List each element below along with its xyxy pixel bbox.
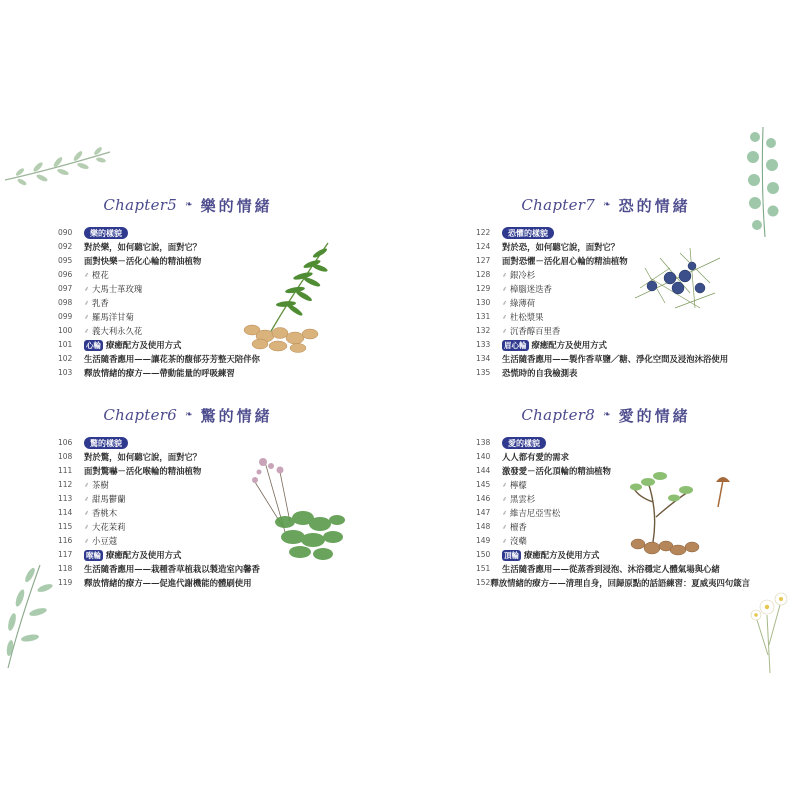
page-number: 146 xyxy=(476,494,491,503)
leaf-bullet-icon: ⸙ xyxy=(502,327,508,335)
page-number: 106 xyxy=(58,438,73,447)
toc-entry xyxy=(58,352,328,366)
page-number: 102 xyxy=(58,354,73,363)
chapter-heading xyxy=(476,190,736,220)
entry-title: 面對恐懼－活化眉心輪的精油植物 xyxy=(502,256,628,266)
page-number: 134 xyxy=(476,354,491,363)
chakra-badge: 喉輪 xyxy=(86,550,101,560)
chapter-heading xyxy=(58,190,318,220)
toc-entry xyxy=(476,338,746,352)
entry-title: 釋放情緒的療方——促進代謝機能的體刷使用 xyxy=(84,578,252,588)
leaf-separator-icon: ❧ xyxy=(603,410,611,420)
leaf-bullet-icon: ⸙ xyxy=(84,327,90,335)
entry-title: 人人都有愛的需求 xyxy=(502,452,569,462)
plant-entry-title: 橙花 xyxy=(92,270,109,280)
page-number: 108 xyxy=(58,452,73,461)
page-number: 132 xyxy=(476,326,491,335)
page-number: 138 xyxy=(476,438,491,447)
page-number: 135 xyxy=(476,368,491,377)
leaf-bullet-icon: ⸙ xyxy=(502,313,508,321)
toc-entry xyxy=(476,436,746,450)
page-number: 152 xyxy=(476,578,491,587)
chakra-badge: 眉心輪 xyxy=(504,340,527,350)
toc-entry xyxy=(58,366,328,380)
toc-entry xyxy=(476,366,746,380)
page-number: 095 xyxy=(58,256,73,265)
juniper-berries-illustration xyxy=(630,238,725,318)
chapter-number: Chapter7 xyxy=(521,196,596,214)
leaf-bullet-icon: ⸙ xyxy=(502,523,508,531)
page-number: 144 xyxy=(476,466,491,475)
eucalyptus-branch-decoration xyxy=(0,140,115,190)
plant-entry-title: 大花茉莉 xyxy=(92,522,126,532)
plant-entry-title: 維吉尼亞雪松 xyxy=(510,508,561,518)
flowering-herb-plant-illustration xyxy=(245,452,350,567)
page-number: 131 xyxy=(476,312,491,321)
page-number: 111 xyxy=(58,466,73,475)
leaf-separator-icon: ❧ xyxy=(603,200,611,210)
page-number: 147 xyxy=(476,508,491,517)
page-number: 096 xyxy=(58,270,73,279)
chapter-heading xyxy=(476,400,736,430)
page-number: 119 xyxy=(58,578,73,587)
page-number: 129 xyxy=(476,284,491,293)
plant-entry-title: 黑雲杉 xyxy=(510,494,536,504)
entry-title: 對於樂，如何聽它說，面對它？ xyxy=(84,242,202,252)
olive-branch-decoration xyxy=(0,560,60,670)
entry-title: 生活隨香應用——讓花茶的馥郁芬芳整天陪伴你 xyxy=(84,354,260,364)
chapter-number: Chapter8 xyxy=(521,406,596,424)
leaf-bullet-icon: ⸙ xyxy=(84,285,90,293)
entry-title: 療癒配方及使用方式 xyxy=(531,340,607,350)
plant-entry-title: 義大利永久花 xyxy=(92,326,143,336)
page-number: 118 xyxy=(58,564,73,573)
plant-entry-title: 沒藥 xyxy=(510,536,527,546)
page-number: 140 xyxy=(476,452,491,461)
page-number: 103 xyxy=(58,368,73,377)
page-number: 113 xyxy=(58,494,73,503)
leaf-bullet-icon: ⸙ xyxy=(502,509,508,517)
section-pill-label: 愛的樣貌 xyxy=(502,437,546,449)
entry-title: 釋放情緒的療方——帶動能量的呼吸練習 xyxy=(84,368,235,378)
entry-title: 恐慌時的自我檢測表 xyxy=(502,368,578,378)
page-number: 100 xyxy=(58,326,73,335)
leaf-bullet-icon: ⸙ xyxy=(84,481,90,489)
leaf-bullet-icon: ⸙ xyxy=(502,537,508,545)
lemon-tree-with-mushroom-illustration xyxy=(628,462,738,557)
leaf-bullet-icon: ⸙ xyxy=(84,299,90,307)
leaf-bullet-icon: ⸙ xyxy=(502,495,508,503)
section-pill-label: 恐懼的樣貌 xyxy=(502,227,554,239)
page-number: 117 xyxy=(58,550,73,559)
leaf-bullet-icon: ⸙ xyxy=(502,285,508,293)
page-number: 130 xyxy=(476,298,491,307)
leaf-bullet-icon: ⸙ xyxy=(84,495,90,503)
page-number: 145 xyxy=(476,480,491,489)
entry-title: 面對驚嚇－活化喉輪的精油植物 xyxy=(84,466,202,476)
entry-title: 生活隨香應用——製作香草鹽／糖、淨化空間及浸泡沐浴使用 xyxy=(502,354,729,364)
plant-entry-title: 大馬士革玫瑰 xyxy=(92,284,143,294)
leaf-bullet-icon: ⸙ xyxy=(502,299,508,307)
entry-title: 療癒配方及使用方式 xyxy=(106,550,182,560)
plant-entry-title: 杜松漿果 xyxy=(510,312,544,322)
leaf-bullet-icon: ⸙ xyxy=(502,481,508,489)
entry-title: 療癒配方及使用方式 xyxy=(106,340,182,350)
plant-entry-title: 檀香 xyxy=(510,522,527,532)
entry-title: 釋放情緒的療方——清理自身，回歸原點的話語練習：夏威夷四句箴言 xyxy=(490,578,750,588)
page-number: 115 xyxy=(58,522,73,531)
chapter-heading xyxy=(58,400,318,430)
page-number: 098 xyxy=(58,298,73,307)
page-number: 112 xyxy=(58,480,73,489)
plant-entry-title: 羅馬洋甘菊 xyxy=(92,312,134,322)
leaf-bullet-icon: ⸙ xyxy=(502,271,508,279)
leaf-bullet-icon: ⸙ xyxy=(84,313,90,321)
leaf-separator-icon: ❧ xyxy=(185,410,193,420)
page-number: 116 xyxy=(58,536,73,545)
chapter-number: Chapter5 xyxy=(103,196,178,214)
plant-entry-title: 甜馬鬱蘭 xyxy=(92,494,126,504)
chamomile-flower-decoration xyxy=(745,575,795,675)
page-number: 150 xyxy=(476,550,491,559)
toc-entry xyxy=(476,576,750,590)
entry-title: 療癒配方及使用方式 xyxy=(524,550,600,560)
chakra-badge: 心輪 xyxy=(86,340,101,350)
chapter-number: Chapter6 xyxy=(103,406,178,424)
plant-entry-title: 綠薄荷 xyxy=(510,298,536,308)
toc-entry xyxy=(476,562,746,576)
leaf-bullet-icon: ⸙ xyxy=(84,271,90,279)
page-number: 149 xyxy=(476,536,491,545)
entry-title: 激發愛－活化頂輪的精油植物 xyxy=(502,466,611,476)
page-number: 122 xyxy=(476,228,491,237)
entry-title: 對於恐，如何聽它說，面對它？ xyxy=(502,242,620,252)
plant-entry-title: 乳香 xyxy=(92,298,109,308)
page-number: 092 xyxy=(58,242,73,251)
page-number: 101 xyxy=(58,340,73,349)
plant-entry-title: 沉香醇百里香 xyxy=(510,326,561,336)
fern-leaf-with-rocks-illustration xyxy=(240,238,335,353)
entry-title: 對於驚，如何聽它說，面對它？ xyxy=(84,452,202,462)
plant-entry-title: 銀冷杉 xyxy=(510,270,536,280)
page-number: 114 xyxy=(58,508,73,517)
leaf-separator-icon: ❧ xyxy=(185,200,193,210)
plant-entry-title: 小豆蔻 xyxy=(92,536,118,546)
page-number: 127 xyxy=(476,256,491,265)
plant-entry-title: 茶樹 xyxy=(92,480,109,490)
toc-entry xyxy=(58,436,328,450)
page-number: 148 xyxy=(476,522,491,531)
page-number: 124 xyxy=(476,242,491,251)
leaf-bullet-icon: ⸙ xyxy=(84,523,90,531)
chapter-title: 恐的情緒 xyxy=(618,196,691,215)
leaf-bullet-icon: ⸙ xyxy=(84,537,90,545)
entry-title: 生活隨香應用——栽種香草植栽以製造室內馨香 xyxy=(84,564,260,574)
page-number: 099 xyxy=(58,312,73,321)
section-pill-label: 驚的樣貌 xyxy=(84,437,128,449)
chakra-badge: 頂輪 xyxy=(504,550,519,560)
page-number: 090 xyxy=(58,228,73,237)
leaf-bullet-icon: ⸙ xyxy=(84,509,90,517)
toc-entry xyxy=(476,324,746,338)
plant-entry-title: 香桃木 xyxy=(92,508,118,518)
toc-entry xyxy=(476,352,746,366)
page-number: 151 xyxy=(476,564,491,573)
chapter-title: 樂的情緒 xyxy=(200,196,273,215)
section-pill-label: 樂的樣貌 xyxy=(84,227,128,239)
chapter-title: 愛的情緒 xyxy=(618,406,691,425)
plant-entry-title: 檸檬 xyxy=(510,480,527,490)
page-number: 128 xyxy=(476,270,491,279)
entry-title: 生活隨香應用——從蒸香到浸泡、沐浴穩定人體氣場與心緒 xyxy=(502,564,720,574)
entry-title: 面對快樂－活化心輪的精油植物 xyxy=(84,256,202,266)
plant-entry-title: 樟腦迷迭香 xyxy=(510,284,552,294)
toc-entry xyxy=(58,576,328,590)
chapter-title: 驚的情緒 xyxy=(200,406,273,425)
page-number: 133 xyxy=(476,340,491,349)
eucalyptus-branch-decoration xyxy=(735,125,790,240)
page-number: 097 xyxy=(58,284,73,293)
